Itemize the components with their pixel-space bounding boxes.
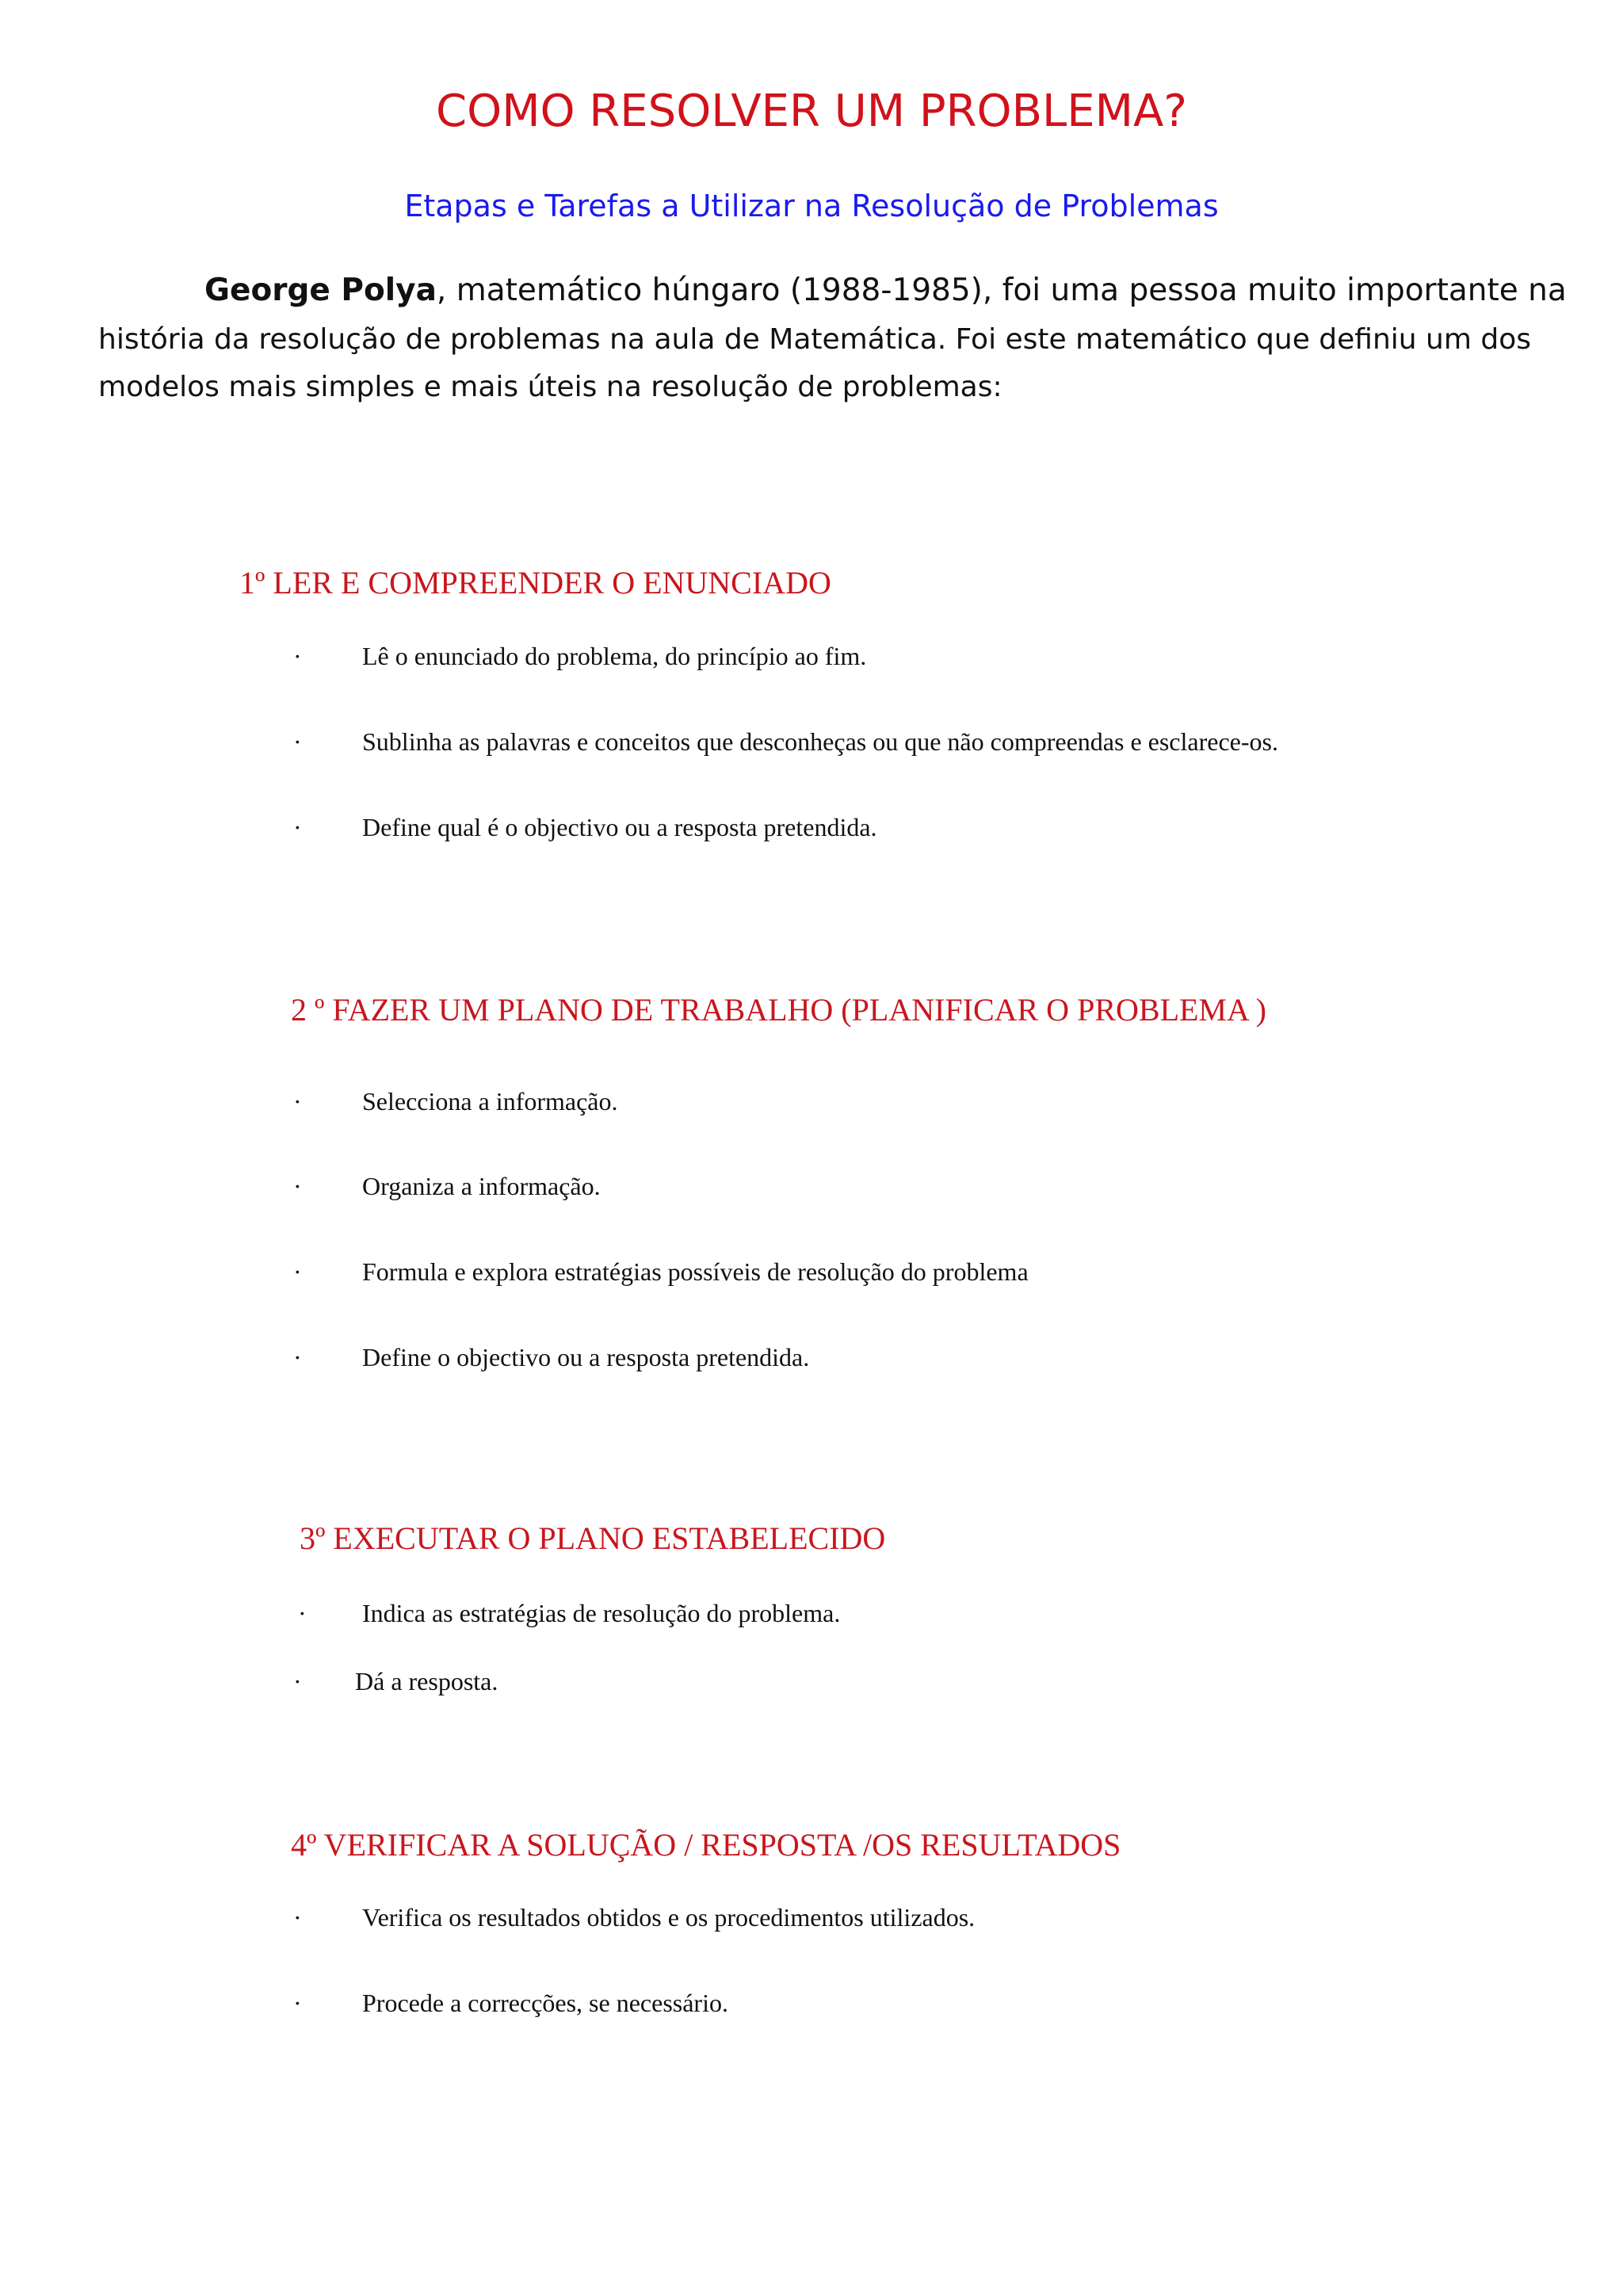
step-2-item-1: Selecciona a informação. <box>362 1087 618 1116</box>
step-2-item-2: Organiza a informação. <box>362 1172 601 1200</box>
step-2-item-3: Formula e explora estratégias possíveis de resolução do problema <box>362 1257 1029 1286</box>
bullet: · <box>293 1172 302 1200</box>
intro-line-1-text: , matemático húngaro (1988-1985), foi uma pessoa muito importante na <box>436 273 1567 308</box>
step-2-item-4: Define o objectivo ou a resposta pretendida. <box>362 1343 810 1371</box>
bullet: · <box>293 813 302 841</box>
bullet: · <box>293 1989 302 2017</box>
step-3-item-2: Dá a resposta. <box>355 1667 498 1695</box>
bullet: · <box>293 727 302 756</box>
step-3-heading: 3º EXECUTAR O PLANO ESTABELECIDO <box>300 1520 886 1556</box>
step-1-item-1: Lê o enunciado do problema, do princípio ao fim. <box>362 642 867 670</box>
bullet: · <box>293 1087 302 1116</box>
author-name: George Polya <box>204 273 437 308</box>
step-3-item-1: Indica as estratégias de resolução do problema. <box>362 1599 841 1627</box>
step-1-item-2: Sublinha as palavras e conceitos que desconheças ou que não compreendas e esclarece-os. <box>362 727 1278 756</box>
bullet: · <box>293 1343 302 1371</box>
intro-line-3: modelos mais simples e mais úteis na resolução de problemas: <box>98 371 1002 403</box>
bullet: · <box>298 1599 307 1627</box>
intro-line-1 <box>98 273 1567 308</box>
bullet: · <box>293 642 302 670</box>
step-2-heading: 2 º FAZER UM PLANO DE TRABALHO (PLANIFICAR O PROBLEMA ) <box>291 992 1266 1028</box>
bullet: · <box>293 1903 302 1932</box>
step-4-item-1: Verifica os resultados obtidos e os procedimentos utilizados. <box>362 1903 976 1932</box>
step-1-item-3: Define qual é o objectivo ou a resposta pretendida. <box>362 813 877 841</box>
step-4-item-2: Procede a correcções, se necessário. <box>362 1989 728 2017</box>
bullet: · <box>293 1667 302 1695</box>
step-4-heading: 4º VERIFICAR A SOLUÇÃO / RESPOSTA /OS RESULTADOS <box>291 1827 1121 1863</box>
page-title: COMO RESOLVER UM PROBLEMA? <box>436 86 1187 137</box>
intro-line-2: história da resolução de problemas na aula de Matemática. Foi este matemático que definiu um dos <box>98 323 1532 356</box>
step-1-heading: 1º LER E COMPREENDER O ENUNCIADO <box>239 565 831 601</box>
page-subtitle: Etapas e Tarefas a Utilizar na Resolução de Problemas <box>404 189 1219 223</box>
bullet: · <box>293 1257 302 1286</box>
